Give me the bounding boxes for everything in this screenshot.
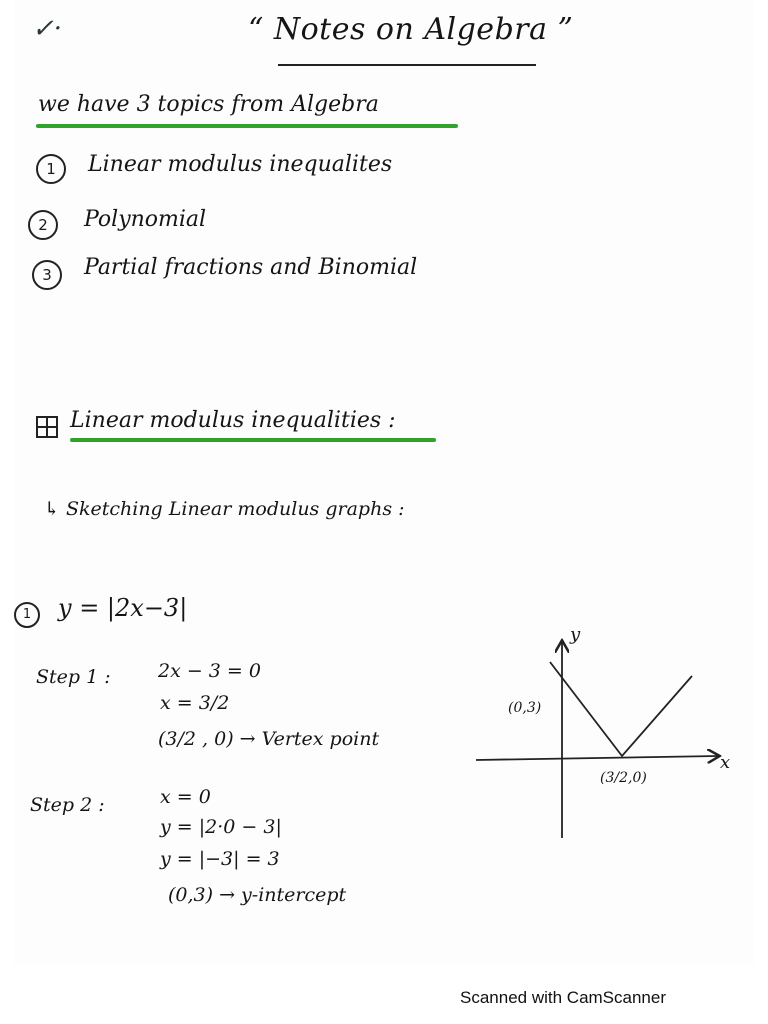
- section-box-icon: [36, 416, 58, 438]
- step1-line-2: x = 3/2: [160, 692, 230, 714]
- topic-2: Polynomial: [84, 207, 207, 232]
- example-number: 1: [14, 602, 40, 628]
- intro-text: we have 3 topics from Algebra: [38, 92, 379, 117]
- y-axis-label: y: [570, 624, 581, 645]
- section-heading: Linear modulus inequalities :: [70, 408, 396, 433]
- step2-line-3: y = |−3| = 3: [160, 848, 280, 870]
- step2-line-1: x = 0: [160, 786, 211, 808]
- scanner-watermark: Scanned with CamScanner: [460, 988, 667, 1007]
- step2-line-4: (0,3) → y-intercept: [168, 884, 347, 906]
- page-title: “ Notes on Algebra ”: [248, 12, 574, 47]
- example-equation: y = |2x−3|: [58, 594, 188, 622]
- intro-underline: [36, 124, 458, 128]
- section-underline: [70, 438, 436, 442]
- topic-number-1: 1: [36, 154, 66, 184]
- step1-line-3: (3/2 , 0) → Vertex point: [158, 728, 380, 750]
- check-mark: ✓·: [32, 14, 63, 44]
- topic-1: Linear modulus inequalites: [88, 152, 393, 177]
- step1-label: Step 1 :: [36, 666, 111, 688]
- step2-line-2: y = |2·0 − 3|: [160, 816, 282, 838]
- y-intercept-label: (0,3): [508, 700, 542, 716]
- x-axis: [476, 756, 718, 760]
- subheading: ↳ Sketching Linear modulus graphs :: [44, 498, 405, 520]
- step2-label: Step 2 :: [30, 794, 105, 816]
- topic-number-2: 2: [28, 210, 58, 240]
- topic-number-3: 3: [32, 260, 62, 290]
- x-axis-label: x: [720, 752, 731, 773]
- topic-3: Partial fractions and Binomial: [84, 255, 418, 280]
- modulus-graph: [470, 620, 760, 850]
- modulus-curve: [550, 662, 692, 756]
- title-underline: [278, 64, 536, 66]
- vertex-label: (3/2,0): [600, 770, 647, 786]
- step1-line-1: 2x − 3 = 0: [158, 660, 261, 682]
